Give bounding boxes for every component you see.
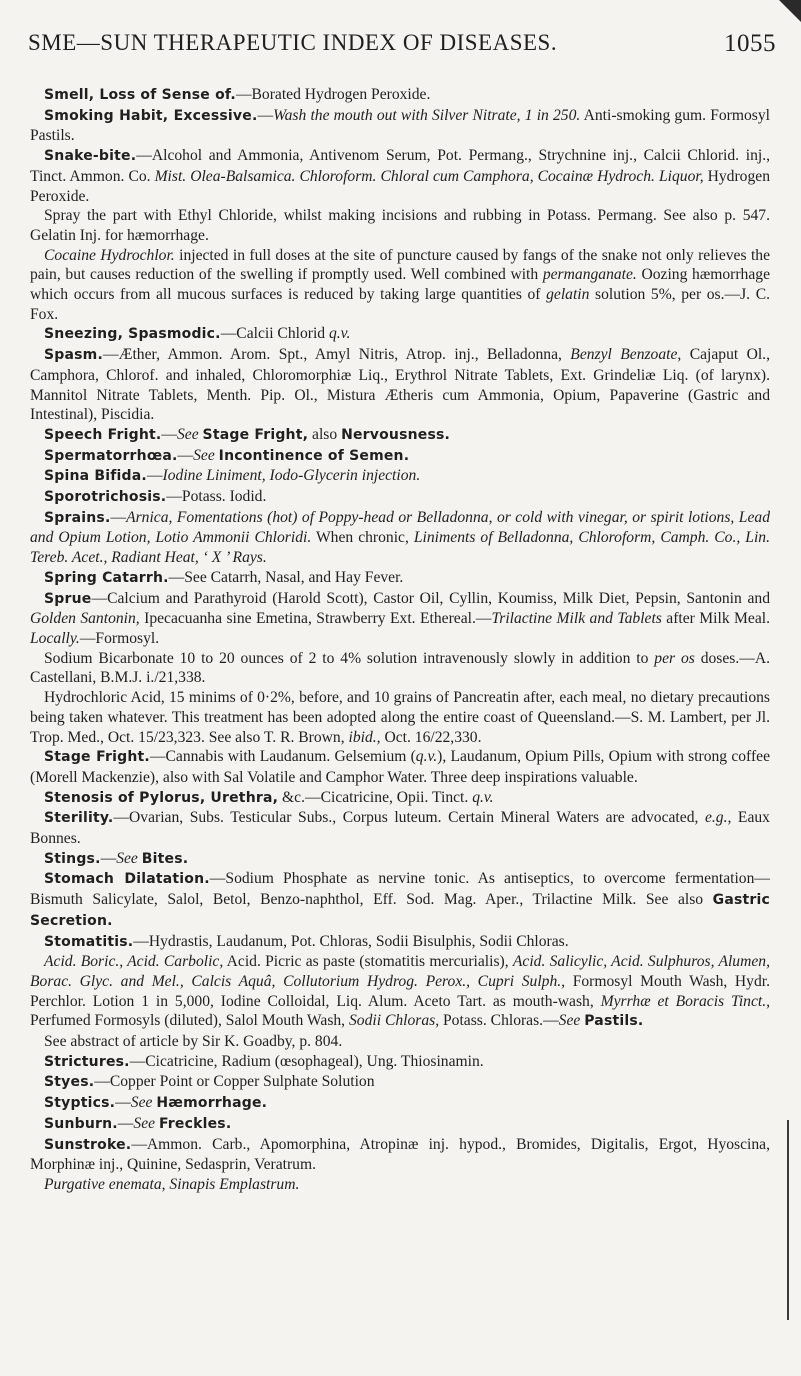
body-text: —: [257, 106, 274, 124]
index-entry-continuation: [30, 1175, 770, 1195]
body-text: Formosyl Mouth Wash, Hydr. Perchlor. Lotion 1 in 5,000, Iodine Colloidal, Liq. Alum. Aceto Tart. as mouth-wash,: [30, 972, 771, 1010]
body-text: —: [161, 425, 177, 443]
entry-heading: Hæmorrhage.: [156, 1095, 268, 1112]
italic-text: See: [130, 1094, 153, 1112]
italic-text: Arnica, Fomentations (hot) of Poppy-head or Belladonna, or cold with vinegar, or spirit lotions, Lead and Opium Lotion, Lotio Ammonii Chloridi.: [30, 508, 770, 547]
italic-text: gelatin: [546, 286, 590, 304]
italic-text: q.v.: [415, 748, 438, 766]
body-text: —Potass. Iodid.: [166, 488, 267, 506]
body-text: —Formosyl.: [79, 629, 160, 647]
italic-text: Acid. Salicylic, Acid. Sulphuros, Alumen, Borac. Glyc. and Mel., Calcis Aquâ, Collutorium Hydrog. Perox., Cupri Sulph.,: [30, 953, 770, 990]
body-text: also: [308, 425, 342, 443]
italic-text: See: [116, 849, 138, 867]
entry-heading: Spina Bifida.: [44, 468, 147, 485]
index-entry: [30, 568, 770, 589]
body-text: —Ammon. Carb., Apomorphina, Atropinæ inj. hypod., Bromides, Digitalis, Ergot, Hyoscina, Morphinæ inj., Quinine, Sedasprin, Veratrum.: [30, 1135, 770, 1174]
index-entry: [30, 466, 770, 487]
body-text: —Sodium Phosphate as nervine tonic. As antiseptics, to overcome fermentation—Bismuth Salicylate, Salol, Betol, Benzo-naphthol, Eff. Sod. Mag. Aper., Trilactine Milk. See also: [30, 870, 770, 909]
index-entry: [30, 1052, 770, 1073]
entry-heading: Incontinence of Semen.: [218, 447, 410, 464]
entry-heading: Spasm.: [44, 347, 103, 364]
page-number: 1055: [724, 30, 776, 57]
entry-heading: Stage Fright.: [44, 749, 150, 766]
entry-heading: Stomatitis.: [44, 933, 134, 950]
index-entry: [30, 1072, 770, 1093]
entry-heading: Strictures.: [44, 1053, 130, 1070]
entry-heading: Snake-bite.: [44, 148, 137, 165]
index-entry-continuation: [30, 952, 770, 1032]
entry-heading: Stomach Dilatation.: [44, 871, 210, 888]
italic-text: Mist. Olea-Balsamica. Chloroform. Chloral cum Camphora, Cocainæ Hydroch. Liquor,: [154, 167, 704, 185]
index-entry: [30, 932, 770, 953]
italic-text: Locally.: [30, 629, 80, 647]
body-text: —Cannabis with Laudanum. Gelsemium (: [149, 748, 416, 766]
index-entry-continuation: [30, 246, 770, 325]
entry-heading: Smoking Habit, Excessive.: [44, 107, 258, 124]
body-text: —See Catarrh, Nasal, and Hay Fever.: [168, 568, 404, 586]
entry-heading: Sprue: [44, 590, 92, 607]
italic-text: Acid. Boric., Acid. Carbolic,: [44, 953, 224, 971]
index-entry: [30, 1114, 770, 1135]
index-entry: [30, 589, 770, 649]
body-text: &c.—Cicatricine, Opii. Tinct.: [278, 788, 473, 806]
body-text: —: [115, 1094, 131, 1112]
body-text: Hydrochloric Acid, 15 minims of 0·2%, before, and 10 grains of Pancreatin after, each meal, no dietary precautions being taken whatever. This treatment has been adopted along the entire coast of Queensland.—S. M. Lambert, per Jl. Trop. Med., Oct. 15/23,323. See also T. R. Brown,: [30, 689, 770, 746]
index-entry: [30, 869, 770, 931]
index-entry: [30, 1093, 770, 1114]
entry-heading: Bites.: [141, 850, 189, 867]
italic-text: Purgative enemata, Sinapis Emplastrum.: [44, 1175, 300, 1193]
italic-text: Liniments of Belladonna, Chloroform, Camph. Co., Lin. Tereb. Acet., Radiant Heat, ‘ X ’ Rays.: [30, 529, 770, 567]
entry-heading: Gastric Secretion.: [30, 892, 770, 929]
entry-heading: Sunburn.: [44, 1115, 118, 1132]
body-text: —Calcium and Parathyroid (Harold Scott), Castor Oil, Cyllin, Koumiss, Milk Diet, Pepsin, Santonin and: [91, 589, 770, 607]
index-entry: [30, 106, 770, 146]
italic-text: per os: [654, 649, 695, 667]
entry-heading: Sunstroke.: [44, 1136, 132, 1153]
body-text: ), Laudanum, Opium Pills, Opium with strong coffee (Morell Mackenzie), also with Sal Volatile and Camphor Water. Three deep inspirations valuable.: [30, 748, 770, 786]
body-text: —Cicatricine, Radium (œsophageal), Ung. Thiosinamin.: [129, 1052, 484, 1070]
body-text: Spray the part with Ethyl Chloride, whilst making incisions and rubbing in Potass. Permang. See also p. 547. Gelatin Inj. for hæmorrhage.: [30, 207, 770, 244]
body-text: Cajaput Ol., Camphora, Chlorof. and inhaled, Chloromorphiæ Liq., Erythrol Nitrate Tablets, Ext. Grindeliæ Liq. (of larynx). Mannitol Nitrate Tablets, Menth. Pip. Ol., Mistura Ætheris cum Ammonia, Opium, Papaverine (Gastric and Intestinal), Piscidia.: [30, 346, 770, 424]
index-entry: [30, 146, 770, 206]
running-title: SME—SUN THERAPEUTIC INDEX OF DISEASES.: [28, 30, 558, 55]
body-text: —: [146, 467, 163, 485]
index-entry: [30, 324, 770, 345]
italic-text: See: [133, 1114, 156, 1132]
entry-heading: Stings.: [44, 850, 101, 867]
entry-heading: Styes.: [44, 1074, 95, 1091]
index-entry-continuation: [30, 1032, 770, 1052]
body-text: Ipecacuanha sine Emetina, Strawberry Ext. Ethereal.—: [139, 610, 492, 628]
index-entry: [30, 747, 770, 787]
body-text: —: [177, 446, 194, 464]
body-text: —: [100, 849, 117, 867]
italic-text: Sodii Chloras,: [348, 1012, 440, 1030]
index-entry: [30, 808, 770, 848]
body-text: —Alcohol and Ammonia, Antivenom Serum, Pot. Permang., Strychnine inj., Calcii Chlorid. inj., Tinct. Ammon. Co.: [30, 147, 770, 185]
entry-heading: Sterility.: [44, 810, 114, 827]
body-text: Eaux Bonnes.: [30, 809, 770, 848]
index-entry-continuation: [30, 206, 770, 245]
entry-heading: Stage Fright,: [202, 426, 309, 443]
body-text: Sodium Bicarbonate 10 to 20 ounces of 2 to 4% solution intravenously slowly in addition to: [44, 649, 655, 667]
index-entry: [30, 1135, 770, 1175]
index-entry: [30, 849, 770, 870]
entry-heading: Freckles.: [158, 1115, 232, 1132]
index-entry: [30, 425, 770, 446]
italic-text: Golden Santonin,: [30, 610, 140, 628]
body-text: solution 5%, per os.—J. C. Fox.: [30, 286, 770, 323]
body-text: Acid. Picric as paste (stomatitis mercurialis),: [223, 953, 513, 971]
italic-text: See: [193, 446, 215, 464]
entry-heading: Sprains.: [44, 509, 111, 526]
body-text: —Hydrastis, Laudanum, Pot. Chloras, Sodii Bisulphis, Sodii Chloras.: [133, 932, 569, 950]
body-text: Anti-smoking gum. Formosyl Pastils.: [30, 106, 770, 145]
body-text: —Borated Hydrogen Peroxide.: [235, 86, 431, 103]
body-text: Hydrogen Peroxide.: [30, 167, 770, 205]
entry-heading: Pastils.: [584, 1013, 644, 1030]
italic-text: See: [177, 425, 199, 443]
page-edge-line: [787, 1120, 789, 1320]
body-text: Potass. Chloras.—: [439, 1012, 559, 1030]
body-text: —Calcii Chlorid: [220, 325, 329, 343]
italic-text: Trilactine Milk and Tablets: [491, 610, 662, 628]
italic-text: Myrrhæ et Boracis Tinct.,: [600, 992, 771, 1010]
entry-heading: Sneezing, Spasmodic.: [44, 326, 221, 343]
entry-heading: Nervousness.: [341, 426, 451, 443]
body-text: When chronic,: [311, 529, 414, 547]
index-entry-continuation: [30, 649, 770, 688]
body-text: Oozing hæmorrhage which occurs from all mucous surfaces is reduced by taking large quantities of: [30, 266, 770, 304]
body-text: —: [110, 508, 127, 526]
entry-heading: Smell, Loss of Sense of.: [44, 87, 236, 103]
italic-text: Iodine Liniment, Iodo-Glycerin injection.: [162, 467, 421, 485]
entry-heading: Spring Catarrh.: [44, 569, 169, 586]
entry-heading: Styptics.: [44, 1095, 116, 1112]
italic-text: Cocaine Hydrochlor.: [44, 246, 175, 264]
italic-text: See: [558, 1012, 581, 1030]
body-text: —: [117, 1114, 134, 1132]
index-entry: [30, 446, 770, 467]
italic-text: Benzyl Benzoate,: [570, 346, 682, 364]
entry-heading: Stenosis of Pylorus, Urethra,: [44, 789, 279, 806]
body-text: —Æther, Ammon. Arom. Spt., Amyl Nitris, Atrop. inj., Belladonna,: [103, 346, 571, 364]
index-entry-continuation: [30, 688, 770, 747]
index-entry: [30, 508, 770, 568]
index-entries: [30, 85, 770, 1195]
index-entry: [30, 345, 770, 425]
italic-text: ibid.,: [348, 728, 381, 746]
index-entry: [30, 487, 770, 508]
italic-text: q.v.: [328, 325, 351, 343]
index-entry: [30, 788, 770, 809]
body-text: Oct. 16/22,330.: [380, 728, 482, 746]
italic-text: q.v.: [472, 788, 494, 806]
body-text: Perfumed Formosyls (diluted), Salol Mouth Wash,: [30, 1012, 349, 1030]
body-text: See abstract of article by Sir K. Goadby, p. 804.: [44, 1033, 343, 1051]
page-corner-mark: [779, 0, 801, 22]
entry-heading: Spermatorrhœa.: [44, 447, 178, 464]
entry-heading: Speech Fright.: [44, 426, 162, 443]
body-text: after Milk Meal.: [661, 610, 770, 628]
entry-heading: Sporotrichosis.: [44, 489, 167, 506]
body-text: —Ovarian, Subs. Testicular Subs., Corpus luteum. Certain Mineral Waters are advocated,: [113, 809, 705, 827]
index-entry: [30, 85, 770, 106]
italic-text: permanganate.: [542, 266, 637, 284]
italic-text: Wash the mouth out with Silver Nitrate, 1 in 250.: [273, 106, 581, 124]
body-text: doses.—A. Castellani, B.M.J. i./21,338.: [30, 649, 770, 687]
body-text: —Copper Point or Copper Sulphate Solution: [94, 1073, 375, 1091]
body-text: injected in full doses at the site of puncture caused by fangs of the snake not only relieves the pain, but causes reduction of the swelling if promptly used. Well combined with: [30, 246, 770, 284]
italic-text: e.g.,: [704, 809, 732, 827]
